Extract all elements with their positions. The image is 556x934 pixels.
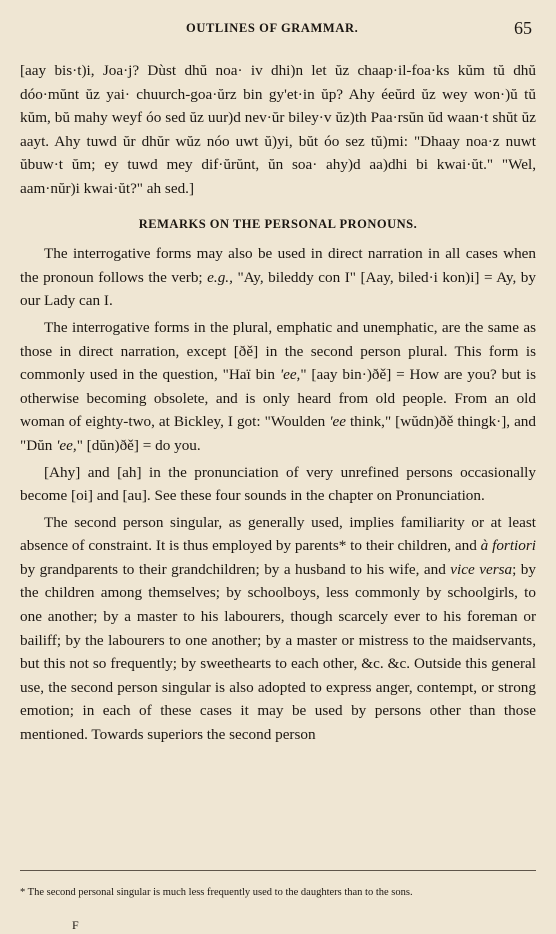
running-header xyxy=(0,18,556,42)
page-number: 65 xyxy=(514,18,532,38)
italic-text: 'ee xyxy=(329,413,346,431)
paragraph-pronunciation: [Ahy] and [ah] in the pronunciation of very unrefined persons occasionally become [oi] and [au]. See these four sounds in the chapter on Pronunciation. xyxy=(20,463,536,505)
section-heading: REMARKS ON THE PERSONAL PRONOUNS. xyxy=(138,216,418,231)
paragraph-text: "Ay, bileddy con I" [Aay, biled·i kon)i] = Ay, by our Lady can I. xyxy=(20,268,536,310)
paragraph-interrogative-forms xyxy=(20,242,536,313)
italic-text: 'ee, xyxy=(56,436,77,454)
paragraph-plural-forms xyxy=(20,316,536,458)
paragraph-text: The second person singular, as generally used, implies familiarity or at least absence of constraint. It is thus employed by parents* to their children, and xyxy=(20,513,536,555)
signature-mark: F xyxy=(72,918,79,932)
footnote: * The second personal singular is much less frequently used to the daughters than to the sons. xyxy=(20,887,413,898)
italic-text: vice versa xyxy=(450,560,513,578)
opening-paragraph: [aay bis·t)i, Joa·j? Dùst dhŭ noa· iv dhi)n let ŭz chaap·il-foa·ks kŭm tŭ dhŭ dóo·mŭnt ŭz yai· chuurch-goa·ŭrz bin gy'et·in ŭp? Ahy éeŭrd ŭz wey won·)ŭ tŭ kŭm, bŭ mahy weyf óo sed ŭz uur)d nev·ŭr biley·v ŭz)th Paa·rsŭn ŭd waan·t shŭt ŭz aayt. Ahy tuwd ŭr dhŭr wŭz nóo uwt ŭ)yi, bŭt óo sez tŭ)mi: "Dhaay noa·z nuwt ŭbuw·t ŭm; ey tuwd mey dif·ŭrŭnt, ŭn soa· ahy)d aa)dhi bi kwai·ŭt." "Wel, aam·nŭr)i kwai·ŭt?" ah sed.] xyxy=(20,62,536,197)
italic-text: à fortiori xyxy=(480,537,536,555)
body-text xyxy=(20,59,536,750)
italic-text: 'ee, xyxy=(279,366,301,384)
italic-text: e.g., xyxy=(207,268,233,286)
paragraph-text: by grandparents to their grandchildren; by a husband to his wife, and xyxy=(20,560,451,578)
paragraph-text: think," [wŭdn)ðě thingk·], and "Dŭn xyxy=(20,413,536,454)
paragraph-text: " [dŭn)ðě] = do you. xyxy=(76,436,201,454)
footnote-rule xyxy=(20,870,536,871)
paragraph-second-person-singular xyxy=(20,511,536,747)
paragraph-text: The interrogative forms may also be used in direct narration in all cases when the pronoun follows the verb; xyxy=(20,245,536,286)
paragraph-text: " [aay bin·)ðě] = How are you? but is otherwise becoming obsolete, and is only heard from old people. From an old woman of eighty-two, at Bickley, I got: "Woulden xyxy=(20,366,536,431)
paragraph-text: ; by the children among themselves; by schoolboys, less commonly by schoolgirls, to one another; by a master to his labourers, though scarcely ever to his foreman or bailiff; by the labourers to one another; by a master or mistress to the maidservants, but this not so frequently; by sweethearts to each other, &c. &c. Outside this general use, the second person singular is also adopted to express anger, contempt, or strong emotion; in each of these cases it may be used by persons other than those mentioned. Towards superiors the second person xyxy=(20,560,536,744)
paragraph-text: The interrogative forms in the plural, emphatic and unemphatic, are the same as those in direct narration, except [ðě] in the second person plural. This form is commonly used in the question, "Haï bin xyxy=(20,318,536,384)
running-title: OUTLINES OF GRAMMAR. xyxy=(186,21,359,35)
